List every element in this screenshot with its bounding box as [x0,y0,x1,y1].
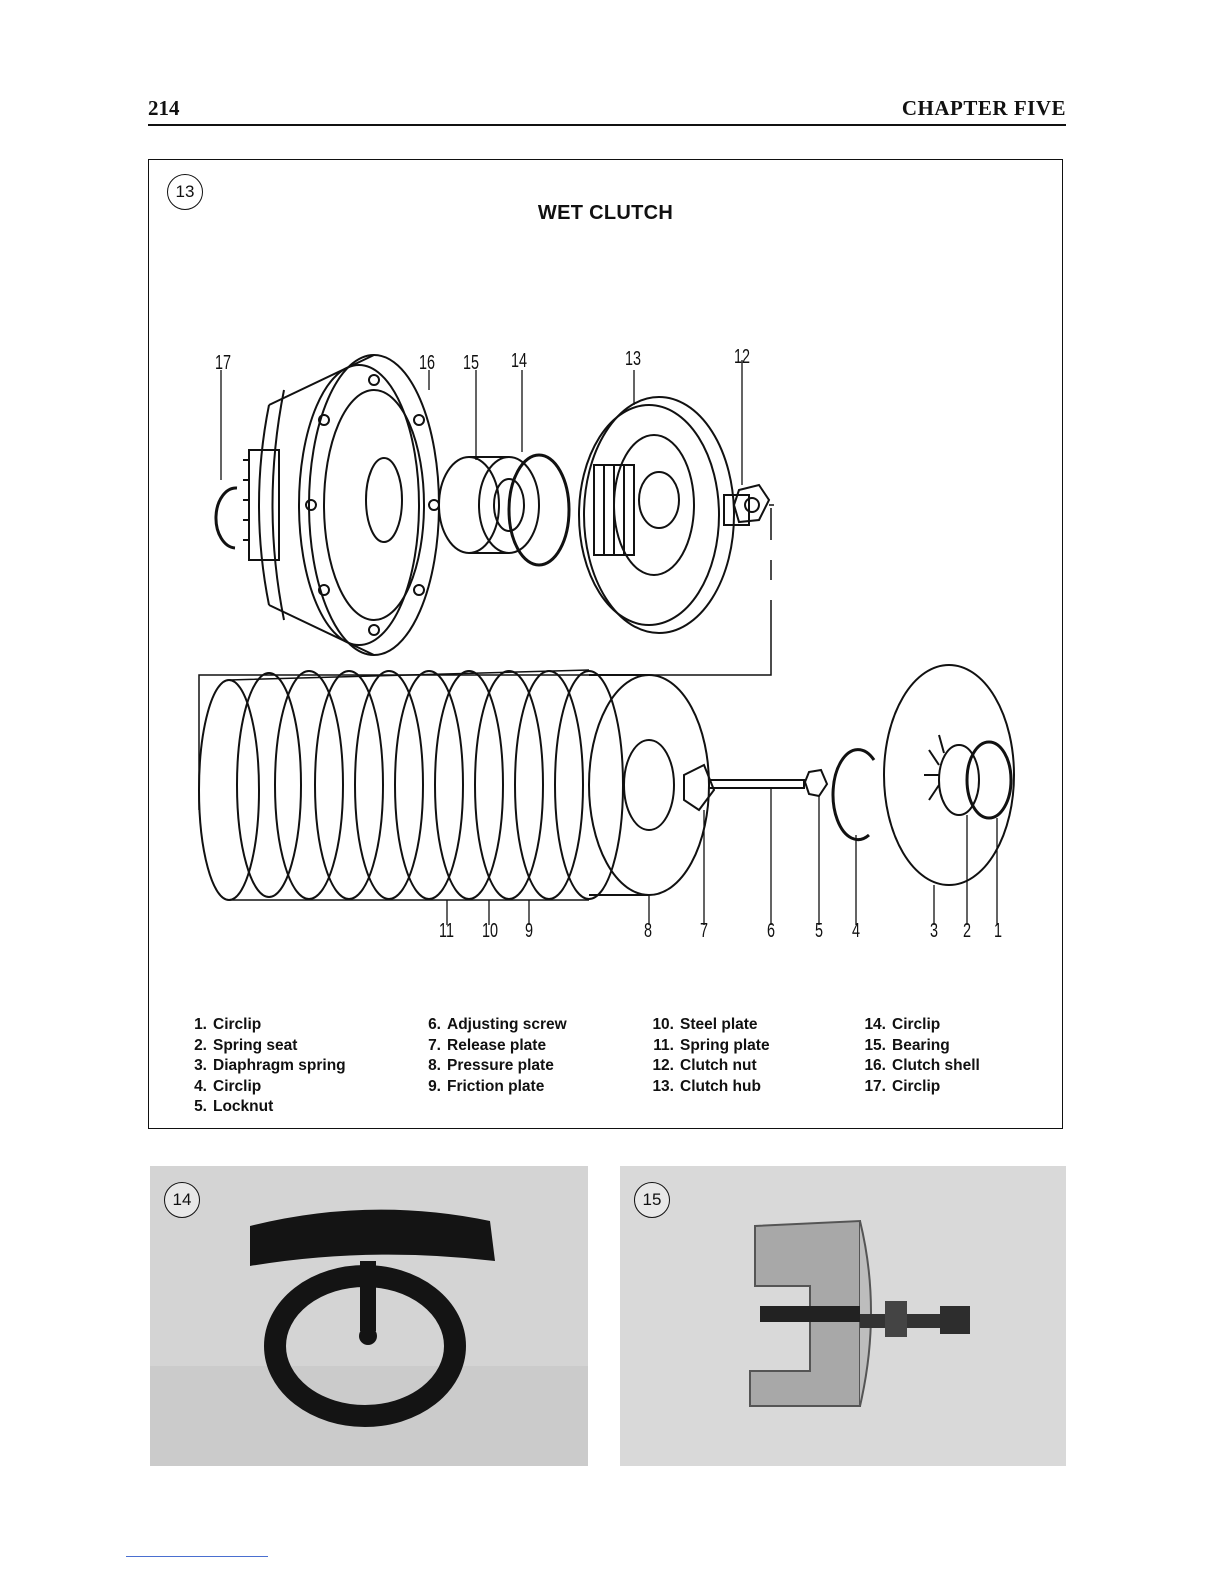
figure-title: WET CLUTCH [537,202,674,224]
clutch-plate-stack [199,670,623,900]
callout-2: 2 [963,920,972,942]
clutch-shell [243,355,439,655]
legend-item: 11. Spring plate [653,1036,770,1054]
chapter-title: CHAPTER FIVE [901,96,1066,120]
legend-item: 2. Spring seat [194,1036,298,1054]
legend-column-1 [189,1015,346,1118]
legend-item: 7. Release plate [428,1036,547,1054]
photo-15 [620,1166,1066,1466]
legend-item: 14. Circlip [864,1016,941,1033]
callout-4: 4 [852,920,861,942]
legend-item: 5. Locknut [194,1098,274,1115]
callout-8: 8 [644,920,653,942]
legend-item: 12. Clutch nut [652,1057,757,1074]
legend-item: 17. Circlip [864,1077,941,1095]
clutch-nut [724,485,769,525]
callout-6: 6 [767,920,776,942]
circlip-4 [833,750,874,840]
circlip-17 [216,488,237,548]
callout-14: 14 [511,350,528,372]
figure-13-box [148,159,1063,1129]
legend-column-3 [647,1015,770,1097]
legend-column-2 [423,1015,567,1097]
callout-11: 11 [439,920,454,942]
legend-item: 16. Clutch shell [864,1057,980,1074]
circlip-1 [967,742,1011,818]
legend-item: 1. Circlip [194,1016,262,1033]
clutch-holder-tool-image [150,1166,588,1466]
clutch-exploded-diagram [149,160,1061,990]
callout-13: 13 [625,348,642,370]
photo-number-badge: 15 [634,1182,670,1218]
callout-12: 12 [734,346,751,368]
bearing [439,457,539,553]
legend-item: 15. Bearing [864,1036,950,1054]
figure-number-badge: 13 [167,174,203,210]
adjusting-screw [709,780,804,788]
callout-9: 9 [525,920,534,942]
photo-number-badge: 14 [164,1182,200,1218]
legend-item: 3. Diaphragm spring [194,1057,346,1074]
callout-7: 7 [700,920,709,942]
callout-1: 1 [994,920,1003,942]
legend-item: 8. Pressure plate [428,1057,554,1074]
footer-underline [126,1556,268,1557]
clutch-puller-tool-image [620,1166,1066,1466]
legend-item: 4. Circlip [194,1077,262,1095]
page-number: 214 [148,96,180,120]
photo-14 [150,1166,588,1466]
legend-item: 13. Clutch hub [652,1077,761,1095]
callout-10: 10 [482,920,499,942]
callout-5: 5 [815,920,824,942]
clutch-hub [579,397,734,633]
page-header [148,96,1066,124]
legend-column-4 [859,1015,980,1097]
callout-17: 17 [215,352,232,374]
legend-item: 10. Steel plate [652,1016,758,1033]
legend-item: 9. Friction plate [428,1077,545,1095]
diaphragm-spring [884,665,1014,885]
callout-15: 15 [463,352,480,374]
locknut [805,770,827,796]
header-rule [148,124,1066,126]
pressure-plate [589,675,709,895]
legend-item: 6. Adjusting screw [428,1016,567,1033]
callout-3: 3 [930,920,939,942]
callout-16: 16 [419,352,436,374]
